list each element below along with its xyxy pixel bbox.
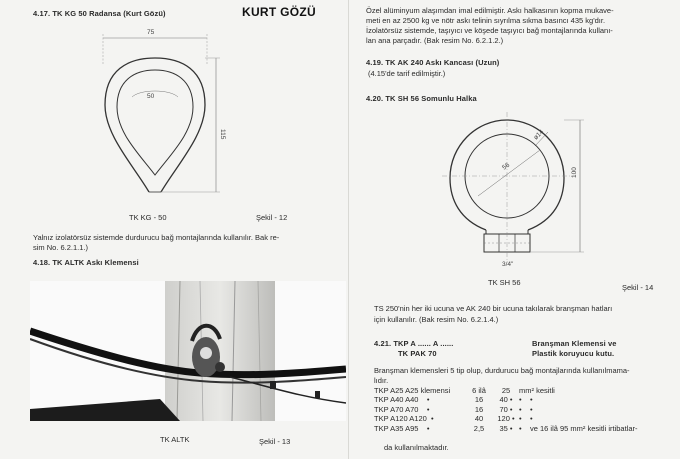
figure-14-caption: Şekil - 14 <box>622 283 654 292</box>
section-421-title-line-2: Plastik koruyucu kutu. <box>532 349 615 358</box>
page-gutter <box>348 0 349 459</box>
height-value: 115 <box>219 129 226 140</box>
spec-row: TKP A25 A25 klemensi 6 ilâ 25 mm² kesitli <box>374 386 555 395</box>
figure-12-caption: Şekil - 12 <box>256 213 288 222</box>
radius-value: 50 <box>147 93 155 100</box>
klemens-spec-table <box>374 386 641 433</box>
width-value: 75 <box>147 29 155 36</box>
figure-12-label: TK KG - 50 <box>129 213 167 222</box>
figure-13-caption: Şekil - 13 <box>259 437 291 446</box>
thimble-outer-contour <box>105 58 205 192</box>
section-420-body-line-2: için kullanılır. (Bak resim No. 6.2.1.4.) <box>374 315 499 324</box>
intro-line-2: meti en az 2500 kg ve nötr askı telinin sıyrılma sıkma basıncı 435 kg'dır. <box>366 16 606 25</box>
section-421-last-line: da kullanılmaktadır. <box>384 443 449 452</box>
section-417-body-line-2: sim No. 6.2.1.1.) <box>33 243 89 252</box>
intro-line-1: Özel alüminyum alaşımdan imal edilmiştir. Askı halkasının kopma mukave- <box>366 6 614 15</box>
spec-row: TKP A120 A120 • 40 120 • • • <box>374 414 533 424</box>
somunlu-halka-drawing <box>440 110 600 272</box>
photo-illustration <box>30 281 346 421</box>
spec-row: TKP A35 A95 • 2,5 35 • • ve 16 ilâ 95 mm² kesitli irtibatlar- <box>374 423 638 433</box>
section-417-heading: 4.17. TK KG 50 Radansa (Kurt Gözü) <box>33 9 166 18</box>
askiklemensi-photo <box>30 281 346 421</box>
section-417-body-line-1: Yalnız izolatörsüz sistemde durdurucu bağ montajlarında kullanılır. Bak re- <box>33 233 280 242</box>
section-419-note: (4.15'de tarif edilmiştir.) <box>368 69 446 78</box>
section-420-heading: 4.20. TK SH 56 Somunlu Halka <box>366 94 477 103</box>
section-421-body-line-1: Branşman klemensleri 5 tip olup, durdurucu bağ montajlarında kullanılmama- <box>374 366 630 375</box>
intro-line-3: İzolatörsüz sistemde, taşıyıcı ve köşede taşıyıcı bağ montajlarında kullanı- <box>366 26 613 35</box>
thimble-inner-contour <box>117 70 193 175</box>
section-421-heading-line-1: 4.21. TKP A ...... A ...... <box>374 339 454 348</box>
figure-14-label: TK SH 56 <box>488 278 521 287</box>
section-420-body-line-1: TS 250'nin her iki ucuna ve AK 240 bir ucuna takılarak branşman hatları <box>374 304 613 313</box>
spec-row: TKP A40 A40 • 16 40 • • • <box>374 395 533 405</box>
ring-thickness-value: ø14 <box>532 128 546 142</box>
section-419-heading: 4.19. TK AK 240 Askı Kancası (Uzun) <box>366 58 500 67</box>
height-value: 100 <box>571 167 578 178</box>
spec-row: TKP A70 A70 • 16 70 • • • <box>374 404 533 414</box>
section-418-heading: 4.18. TK ALTK Askı Klemensi <box>33 258 139 267</box>
thread-size: 3/4" <box>502 261 514 268</box>
section-421-heading-line-2: TK PAK 70 <box>398 349 437 358</box>
section-421-body-line-2: lıdır. <box>374 376 389 385</box>
radansa-drawing <box>95 25 235 215</box>
section-421-title-line-1: Branşman Klemensi ve <box>532 339 617 348</box>
figure-13-label: TK ALTK <box>160 435 190 444</box>
kurt-gozu-title: KURT GÖZÜ <box>242 5 317 19</box>
intro-line-4: lan ana parçadır. (Bak resim No. 6.2.1.2.) <box>366 36 504 45</box>
diameter-value: 56 <box>501 161 512 172</box>
